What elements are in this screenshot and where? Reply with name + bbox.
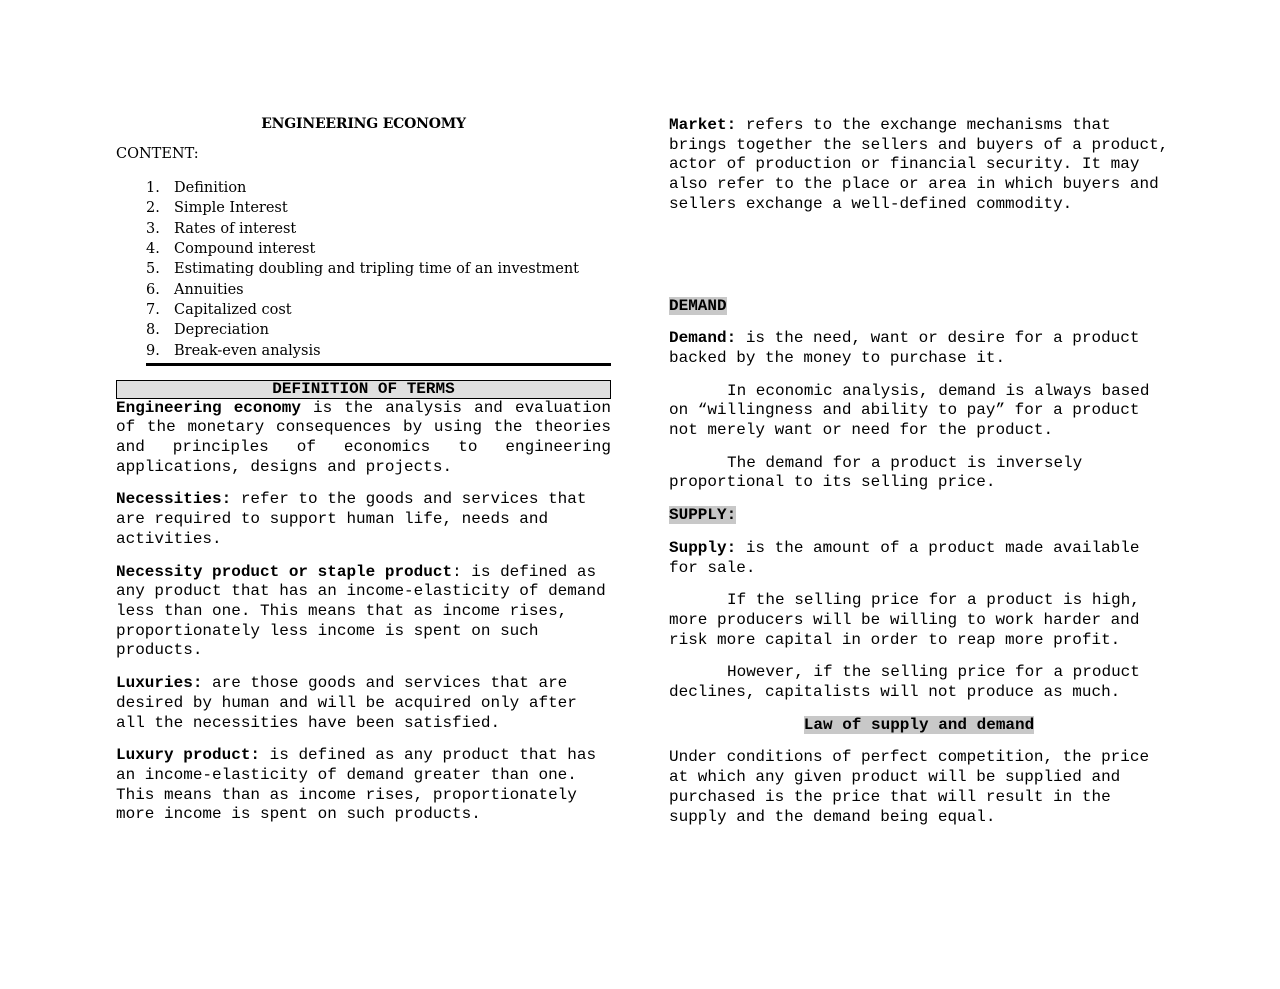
right-column — [669, 116, 1169, 827]
law-text: Under conditions of perfect competition, the price at which any given product will be supplied and purchased is the price that will result in the supply and the demand being equal. — [669, 748, 1150, 826]
supply-point: If the selling price for a product is high, more producers will be willing to work harder and risk more capital in order to reap more profit. — [669, 591, 1140, 649]
term-luxuries: Luxuries: are those goods and services that are desired by human and will be acquired only after all the necessities have been satisfied. — [116, 674, 577, 732]
toc-item: 1. Definition — [146, 180, 247, 197]
term-demand: Demand: is the need, want or desire for a product backed by the money to purchase it. — [669, 329, 1140, 367]
demand-point: The demand for a product is inversely proportional to its selling price. — [669, 453, 1083, 492]
demand-point: In economic analysis, demand is always based on “willingness and ability to pay” for a product not merely want or need for the product. — [669, 381, 1150, 440]
toc-item: 3. Rates of interest — [146, 220, 297, 237]
law-heading: Law of supply and demand — [803, 715, 1035, 734]
toc-item: 9. Break-even analysis — [146, 342, 321, 359]
definitions-header: DEFINITION OF TERMS — [116, 380, 611, 399]
toc-item: 7. Capitalized cost — [146, 301, 292, 318]
left-column — [116, 116, 611, 838]
content-label: CONTENT: — [116, 146, 199, 162]
toc-item: 4. Compound interest — [146, 241, 316, 258]
toc-item: 6. Annuities — [146, 281, 244, 298]
table-of-contents — [116, 178, 611, 361]
toc-item: 2. Simple Interest — [146, 200, 288, 217]
term-market: Market: refers to the exchange mechanisms that brings together the sellers and buyers of a product, actor of production or financial security. It may also refer to the place or area in which buyers and sellers exchange a well-defined commodity. — [669, 116, 1169, 213]
toc-divider — [146, 363, 611, 366]
demand-heading: DEMAND — [669, 296, 727, 315]
term-supply: Supply: is the amount of a product made available for sale. — [669, 538, 1140, 577]
supply-point: However, if the selling price for a product declines, capitalists will not produce as much. — [669, 663, 1140, 702]
document-title: ENGINEERING ECONOMY — [261, 116, 466, 132]
toc-item: 5. Estimating doubling and tripling time of an investment — [146, 261, 579, 278]
term-necessity-product: Necessity product or staple product: is defined as any product that has an income-elasticity of demand less than one. This means that as income rises, proportionately less income is spent on such products. — [116, 562, 606, 660]
term-engineering-economy: Engineering economy is the analysis and evaluation of the monetary consequences by using the theories and principles of economics to engineering applications, designs and projects. — [116, 398, 611, 476]
supply-heading: SUPPLY: — [669, 506, 737, 525]
toc-item: 8. Depreciation — [146, 322, 269, 339]
term-necessities: Necessities: refer to the goods and services that are required to support human life, needs and activities. — [116, 490, 587, 548]
term-luxury-product: Luxury product: is defined as any product that has an income-elasticity of demand greater than one. This means than as income rises, proportionately more income is spent on such products. — [116, 746, 597, 824]
